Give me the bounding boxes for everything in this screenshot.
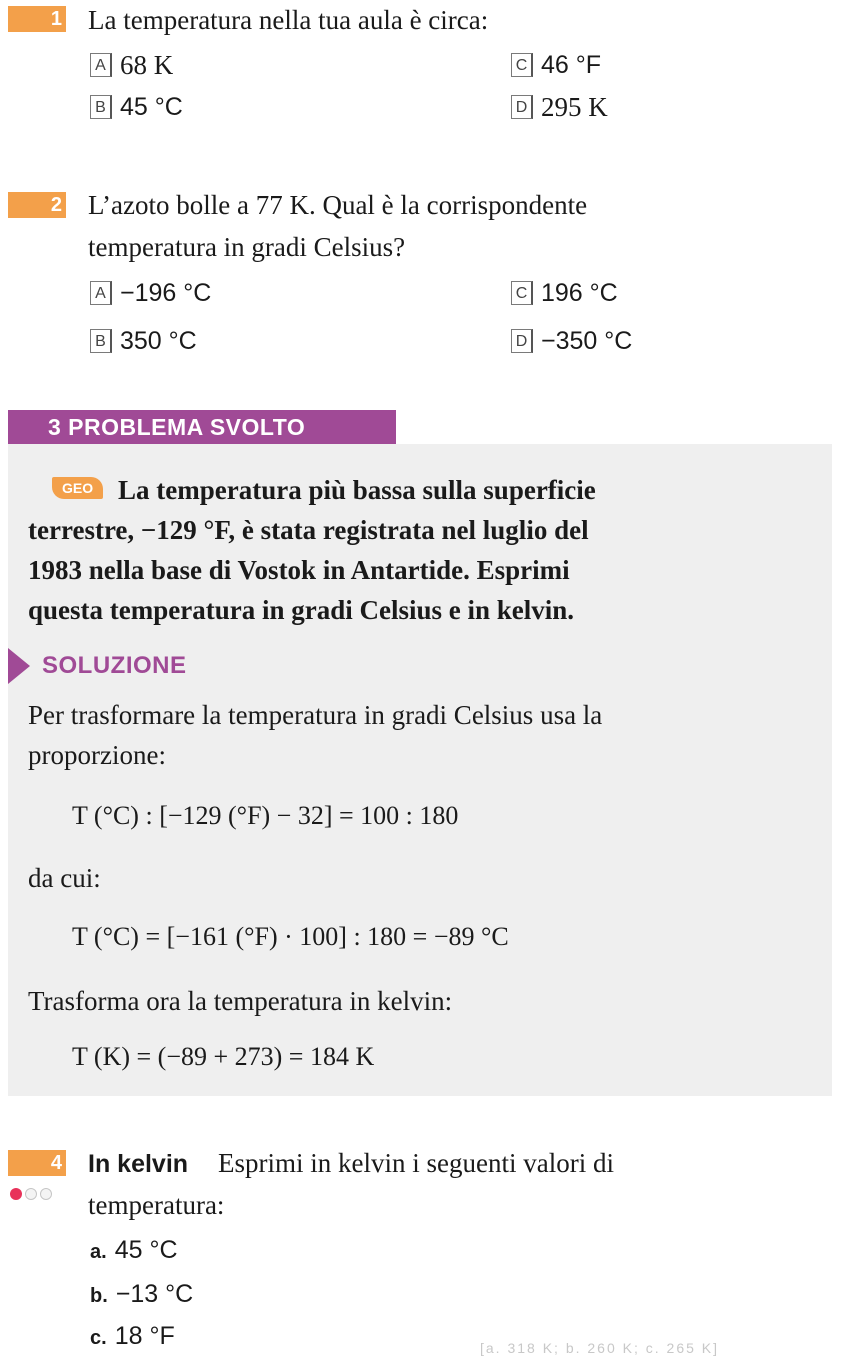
question-number-4: 4 [8, 1150, 66, 1176]
question-4-line-2: temperatura: [88, 1190, 225, 1220]
exercise-item-c [90, 1320, 175, 1354]
difficulty-dot-empty-icon [25, 1188, 37, 1200]
option-value: 350 °C [120, 327, 197, 355]
answers-hint: [a. 318 K; b. 260 K; c. 265 K] [480, 1340, 720, 1356]
solution-heading: SOLUZIONE [42, 652, 187, 679]
geo-tag: GEO [52, 477, 103, 499]
q2-option-a[interactable] [90, 278, 211, 308]
item-label: c. [90, 1327, 107, 1349]
option-value: 196 °C [541, 279, 618, 307]
option-letter: D [511, 95, 533, 119]
item-label: b. [90, 1285, 108, 1307]
worked-problem-banner: 3 PROBLEMA SVOLTO [8, 410, 396, 444]
option-letter: A [90, 53, 112, 77]
item-label: a. [90, 1241, 107, 1263]
item-value: 18 °F [114, 1322, 175, 1350]
question-number-2: 2 [8, 192, 66, 218]
da-cui-text: da cui: [28, 863, 101, 893]
q2-option-d[interactable] [511, 326, 632, 356]
problem-line-1: La temperatura più bassa sulla superficie [118, 475, 596, 505]
question-number-1: 1 [8, 6, 66, 32]
problem-line-2: terrestre, −129 °F, è stata registrata nel luglio del [28, 515, 589, 545]
question-4-line-1: Esprimi in kelvin i seguenti valori di [218, 1148, 614, 1178]
option-value: 295 K [541, 92, 608, 122]
option-letter: B [90, 95, 112, 119]
solution-arrow-icon [8, 648, 30, 684]
kelvin-intro-text: Trasforma ora la temperatura in kelvin: [28, 986, 453, 1016]
formula-proportion: T (°C) : [−129 (°F) − 32] = 100 : 180 [72, 801, 459, 830]
option-letter: A [90, 281, 112, 305]
option-value: −350 °C [541, 327, 633, 355]
question-4-tag: In kelvin [88, 1150, 189, 1178]
difficulty-dot-empty-icon [40, 1188, 52, 1200]
option-value: 68 K [120, 50, 174, 80]
option-value: 45 °C [120, 93, 183, 121]
option-letter: C [511, 53, 533, 77]
question-2-line-1: L’azoto bolle a 77 K. Qual è la corrispondente [88, 190, 588, 220]
formula-celsius: T (°C) = [−161 (°F) · 100] : 180 = −89 °C [72, 922, 509, 951]
option-letter: D [511, 329, 533, 353]
question-1-text: La temperatura nella tua aula è circa: [88, 5, 489, 35]
q1-option-d[interactable] [511, 92, 608, 122]
problem-line-4: questa temperatura in gradi Celsius e in kelvin. [28, 595, 575, 625]
option-value: 46 °F [541, 51, 602, 79]
solution-line-1: Per trasformare la temperatura in gradi Celsius usa la [28, 700, 603, 730]
formula-kelvin: T (K) = (−89 + 273) = 184 K [72, 1042, 375, 1071]
question-2-line-2: temperatura in gradi Celsius? [88, 232, 406, 262]
q2-option-b[interactable] [90, 326, 197, 356]
item-value: 45 °C [114, 1236, 178, 1264]
q1-option-a[interactable] [90, 50, 173, 80]
problem-line-3: 1983 nella base di Vostok in Antartide. Esprimi [28, 555, 570, 585]
difficulty-dot-filled-icon [10, 1188, 22, 1200]
q1-option-b[interactable] [90, 92, 183, 122]
option-value: −196 °C [120, 279, 212, 307]
option-letter: B [90, 329, 112, 353]
exercise-item-a [90, 1234, 178, 1268]
exercise-item-b [90, 1278, 193, 1312]
solution-line-2: proporzione: [28, 740, 166, 770]
option-letter: C [511, 281, 533, 305]
item-value: −13 °C [115, 1280, 194, 1308]
q1-option-c[interactable] [511, 50, 601, 80]
q2-option-c[interactable] [511, 278, 618, 308]
